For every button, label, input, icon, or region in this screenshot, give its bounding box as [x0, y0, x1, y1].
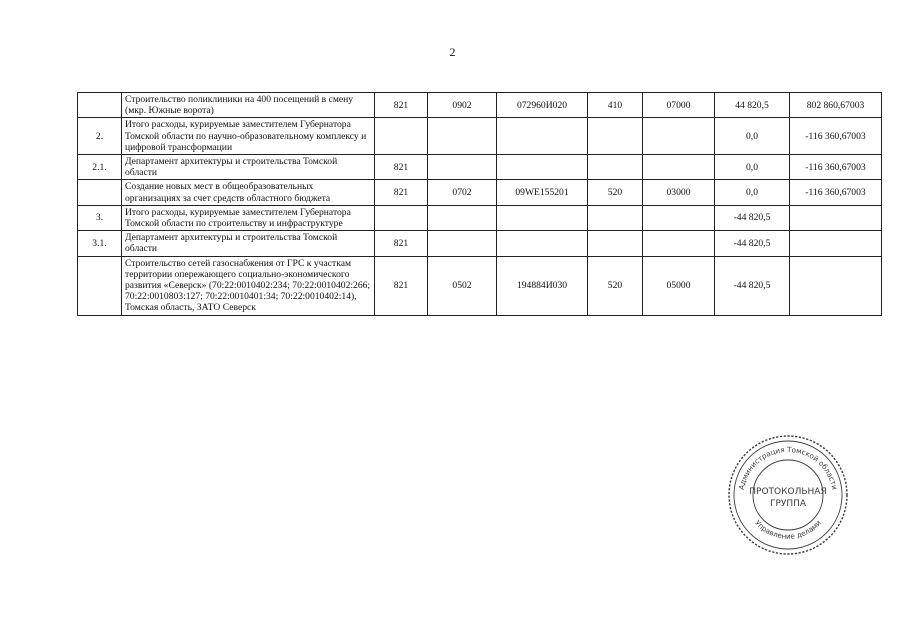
row-number-cell: [78, 256, 122, 315]
amount-cell: 0,0: [715, 180, 790, 205]
amount-cell: -44 820,5: [715, 256, 790, 315]
target-item-cell: 194884И030: [497, 256, 588, 315]
row-number-cell: [78, 93, 122, 118]
row-number-cell: 2.1.: [78, 155, 122, 180]
row-name-cell: Итого расходы, курируемые заместителем Губернатора Томской области по строительству и инфраструктуре: [122, 205, 375, 230]
table-row: [78, 180, 882, 205]
target-item-cell: [497, 118, 588, 155]
section-code-cell: [428, 205, 497, 230]
code-cell: [643, 155, 715, 180]
row-name-cell: Департамент архитектуры и строительства Томской области: [122, 231, 375, 256]
table-row: [78, 93, 882, 118]
amount-cell: -116 360,67003: [790, 180, 882, 205]
amount-cell: -116 360,67003: [790, 155, 882, 180]
ministry-code-cell: 821: [375, 256, 428, 315]
amount-cell: [790, 205, 882, 230]
amount-cell: 44 820,5: [715, 93, 790, 118]
amount-cell: -44 820,5: [715, 205, 790, 230]
expense-type-cell: [588, 155, 643, 180]
stamp-bottom-text: Управление делами: [753, 518, 823, 541]
section-code-cell: [428, 118, 497, 155]
expense-type-cell: 410: [588, 93, 643, 118]
expense-type-cell: [588, 118, 643, 155]
section-code-cell: 0502: [428, 256, 497, 315]
section-code-cell: [428, 231, 497, 256]
row-number-cell: 3.: [78, 205, 122, 230]
amount-cell: 0,0: [715, 155, 790, 180]
table-row: [78, 205, 882, 230]
code-cell: 03000: [643, 180, 715, 205]
expense-type-cell: [588, 205, 643, 230]
row-number-cell: 3.1.: [78, 231, 122, 256]
row-number-cell: 2.: [78, 118, 122, 155]
budget-table: [77, 92, 882, 316]
amount-cell: [790, 231, 882, 256]
expense-type-cell: 520: [588, 256, 643, 315]
table-row: [78, 231, 882, 256]
section-code-cell: [428, 155, 497, 180]
table-row: [78, 118, 882, 155]
code-cell: [643, 118, 715, 155]
code-cell: 05000: [643, 256, 715, 315]
row-name-cell: Итого расходы, курируемые заместителем Губернатора Томской области по научно-образовательному комплексу и цифровой трансформации: [122, 118, 375, 155]
amount-cell: -44 820,5: [715, 231, 790, 256]
amount-cell: 802 860,67003: [790, 93, 882, 118]
expense-type-cell: 520: [588, 180, 643, 205]
target-item-cell: 09WE155201: [497, 180, 588, 205]
target-item-cell: [497, 205, 588, 230]
ministry-code-cell: 821: [375, 180, 428, 205]
target-item-cell: [497, 155, 588, 180]
row-number-cell: [78, 180, 122, 205]
row-name-cell: Департамент архитектуры и строительства Томской области: [122, 155, 375, 180]
stamp-inner-line1: ПРОТОКОЛЬНАЯ: [749, 487, 827, 497]
ministry-code-cell: [375, 205, 428, 230]
section-code-cell: 0702: [428, 180, 497, 205]
target-item-cell: 072960И020: [497, 93, 588, 118]
table-row: [78, 256, 882, 315]
official-stamp: [726, 433, 850, 557]
row-name-cell: Создание новых мест в общеобразовательных организациях за счет средств областного бюджета: [122, 180, 375, 205]
stamp-inner-line2: ГРУППА: [769, 499, 807, 509]
row-name-cell: Строительство поликлиники на 400 посещений в смену (мкр. Южные ворота): [122, 93, 375, 118]
amount-cell: -116 360,67003: [790, 118, 882, 155]
code-cell: [643, 205, 715, 230]
code-cell: 07000: [643, 93, 715, 118]
amount-cell: [790, 256, 882, 315]
page-number: 2: [449, 45, 456, 59]
amount-cell: 0,0: [715, 118, 790, 155]
ministry-code-cell: 821: [375, 231, 428, 256]
ministry-code-cell: 821: [375, 93, 428, 118]
expense-type-cell: [588, 231, 643, 256]
table-row: [78, 155, 882, 180]
row-name-cell: Строительство сетей газоснабжения от ГРС к участкам территории опережающего социально-экономического развития «Северск» (70:22:0010402:234; 70:22:0010402:266; 70:22:0010803:127; 70:22:0010401:34; 70:22:0010402:14), Томская область, ЗАТО Северск: [122, 256, 375, 315]
ministry-code-cell: 821: [375, 155, 428, 180]
stamp-outer-text: Администрация Томской области: [736, 444, 840, 491]
section-code-cell: 0902: [428, 93, 497, 118]
code-cell: [643, 231, 715, 256]
target-item-cell: [497, 231, 588, 256]
ministry-code-cell: [375, 118, 428, 155]
